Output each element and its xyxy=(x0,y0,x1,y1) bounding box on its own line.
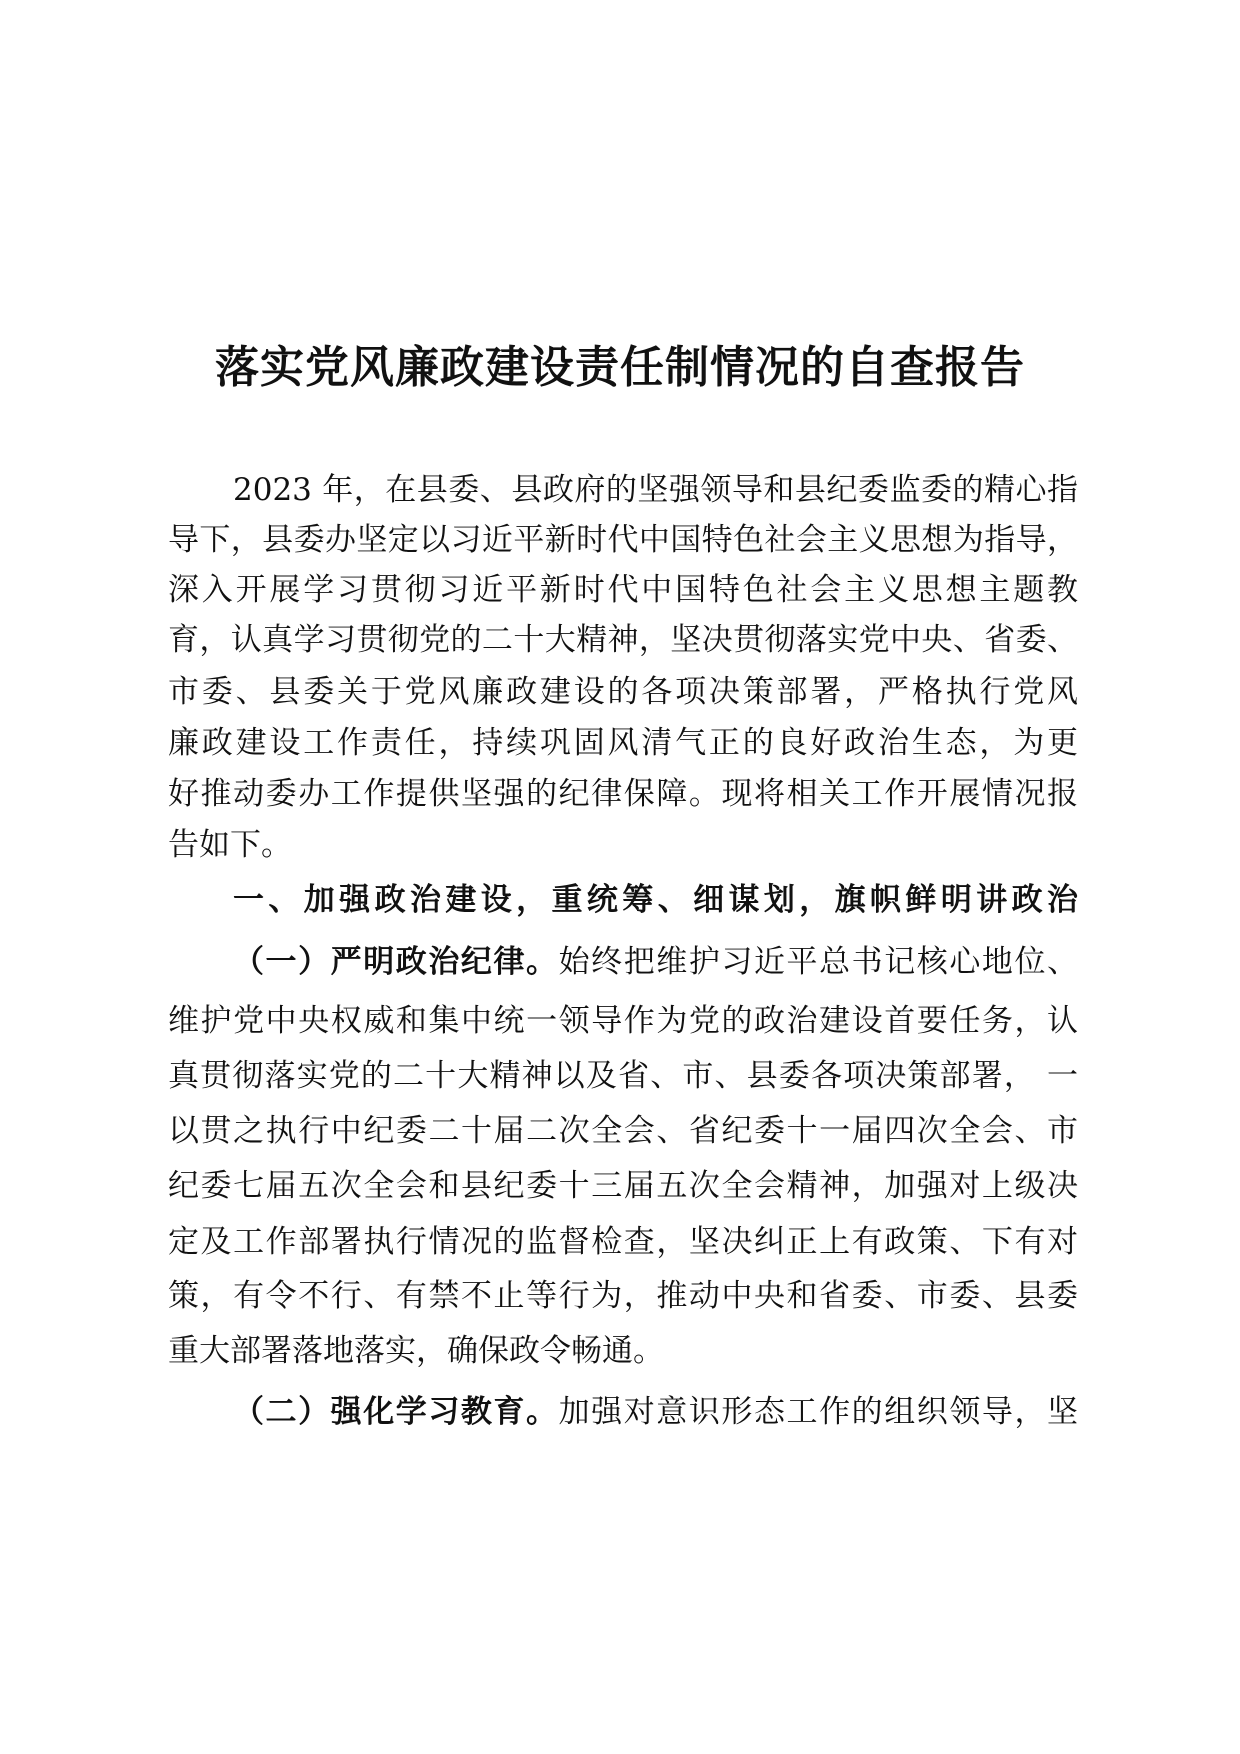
sub1-line-6: 定及工作部署执行情况的监督检查，坚决纠正上有政策、下有对 xyxy=(168,1224,1078,1260)
sub1-line-4: 以贯之执行中纪委二十届二次全会、省纪委十一届四次全会、市 xyxy=(168,1113,1078,1149)
intro-line-5: 市委、县委关于党风廉政建设的各项决策部署，严格执行党风 xyxy=(168,674,1078,710)
intro-line-8: 告如下。 xyxy=(168,827,292,863)
sub1-first-line xyxy=(233,942,1078,982)
sub1-line-2: 维护党中央权威和集中统一领导作为党的政治建设首要任务，认 xyxy=(168,1003,1078,1039)
sub1-line-5: 纪委七届五次全会和县纪委十三届五次全会精神，加强对上级决 xyxy=(168,1168,1078,1204)
sub2-first-line-text: 加强对意识形态工作的组织领导，坚 xyxy=(558,1394,1079,1430)
intro-line-1: 2023 年，在县委、县政府的坚强领导和县纪委监委的精心指 xyxy=(233,472,1078,508)
document-title: 落实党风廉政建设责任制情况的自查报告 xyxy=(215,342,1025,393)
intro-line-4: 育，认真学习贯彻党的二十大精神，坚决贯彻落实党中央、省委、 xyxy=(168,622,1078,658)
intro-line-3: 深入开展学习贯彻习近平新时代中国特色社会主义思想主题教 xyxy=(168,572,1078,608)
sub2-first-line xyxy=(233,1392,1078,1432)
sub2-label: （二）强化学习教育。 xyxy=(233,1394,559,1430)
sub1-first-line-text: 始终把维护习近平总书记核心地位、 xyxy=(558,944,1079,980)
sub1-label: （一）严明政治纪律。 xyxy=(233,944,559,980)
sub1-line-7: 策，有令不行、有禁不止等行为，推动中央和省委、市委、县委 xyxy=(168,1278,1078,1314)
section-heading-1: 一、加强政治建设，重统筹、细谋划，旗帜鲜明讲政治 xyxy=(233,882,1078,918)
intro-line-6: 廉政建设工作责任，持续巩固风清气正的良好政治生态，为更 xyxy=(168,725,1078,761)
intro-line-2: 导下，县委办坚定以习近平新时代中国特色社会主义思想为指导， xyxy=(168,522,1078,558)
sub1-line-8: 重大部署落地落实，确保政令畅通。 xyxy=(168,1333,664,1369)
intro-line-7: 好推动委办工作提供坚强的纪律保障。现将相关工作开展情况报 xyxy=(168,776,1078,812)
sub1-line-3: 真贯彻落实党的二十大精神以及省、市、县委各项决策部署， 一 xyxy=(168,1058,1078,1094)
